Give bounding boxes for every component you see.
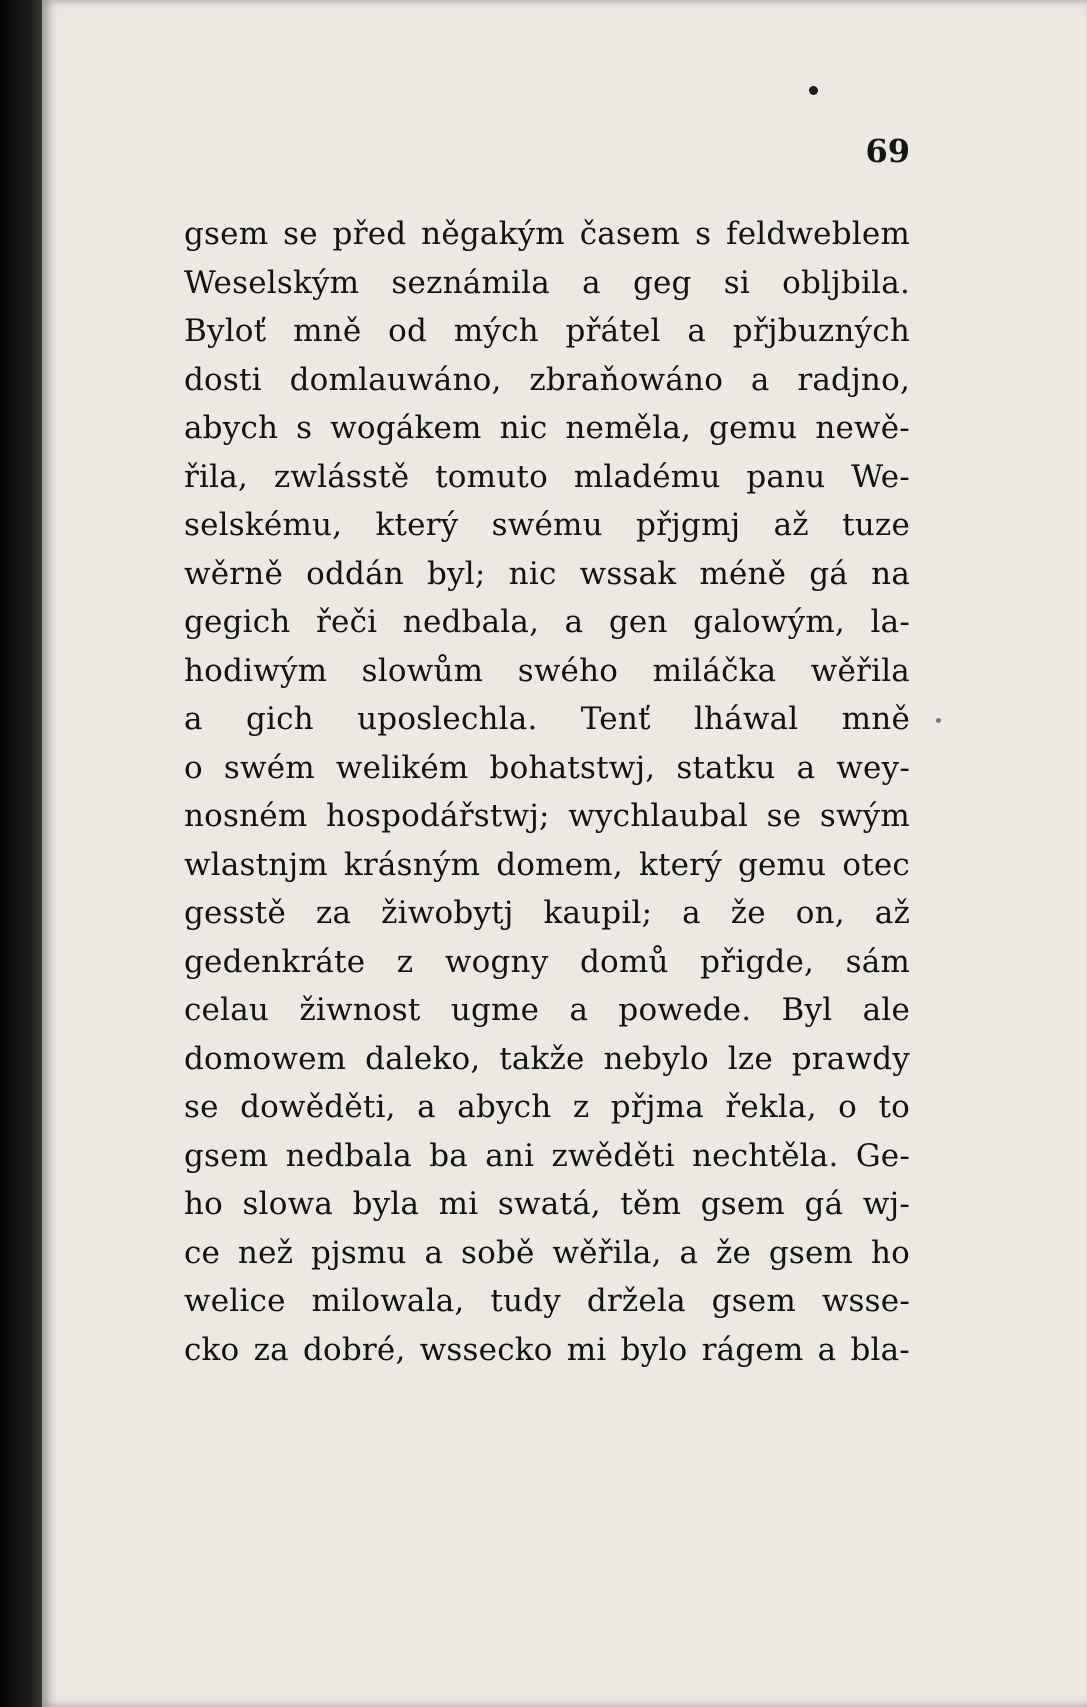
text-line: wěrně oddán byl; nic wssak méně gá na <box>184 555 910 592</box>
text-line: a gich uposlechla. Tenť lháwal mně <box>184 701 910 737</box>
text-line: gedenkráte z wogny domů přigde, sám <box>184 943 910 980</box>
page-number: 69 <box>865 132 910 170</box>
text-line: cko za dobré, wssecko mi bylo rágem a bla- <box>184 1331 910 1368</box>
paper-speck <box>936 718 941 723</box>
text-line: domowem daleko, takže nebylo lze prawdy <box>184 1040 910 1077</box>
ink-speck <box>809 86 818 95</box>
text-line: nosném hospodářstwj; wychlaubal se swým <box>184 798 910 834</box>
text-line: celau žiwnost ugme a powede. Byl ale <box>184 992 910 1028</box>
text-line: o swém welikém bohatstwj, statku a wey- <box>184 749 910 786</box>
body-text <box>184 210 910 1374</box>
text-line: Weselským seznámila a geg si obljbila. <box>184 264 910 301</box>
text-line: gsem nedbala ba ani zwěděti nechtěla. Ge- <box>184 1137 910 1174</box>
text-line: welice milowala, tudy držela gsem wsse- <box>184 1283 910 1319</box>
text-line: gegich řeči nedbala, a gen galowým, la- <box>184 604 910 640</box>
text-line: gsem se před něgakým časem s feldweblem <box>184 216 910 252</box>
text-line: Byloť mně od mých přátel a přjbuzných <box>184 313 910 349</box>
text-line: ce než pjsmu a sobě wěřila, a že gsem ho <box>184 1234 910 1271</box>
book-page <box>42 0 1087 1707</box>
text-line: dosti domlauwáno, zbraňowáno a radjno, <box>184 361 910 398</box>
text-line: selskému, který swému přjgmj až tuze <box>184 507 910 543</box>
text-line: se dowěděti, a abych z přjma řekla, o to <box>184 1089 910 1125</box>
text-line: ho slowa byla mi swatá, těm gsem gá wj- <box>184 1186 910 1222</box>
text-line: řila, zwlásstě tomuto mladému panu We- <box>184 458 910 495</box>
text-line: hodiwým slowům swého miláčka wěřila <box>184 652 910 689</box>
book-gutter-shadow <box>0 0 42 1707</box>
text-line: abych s wogákem nic neměla, gemu newě- <box>184 410 910 446</box>
text-line: gesstě za žiwobytj kaupil; a že on, až <box>184 895 910 931</box>
text-line: wlastnjm krásným domem, který gemu otec <box>184 846 910 883</box>
